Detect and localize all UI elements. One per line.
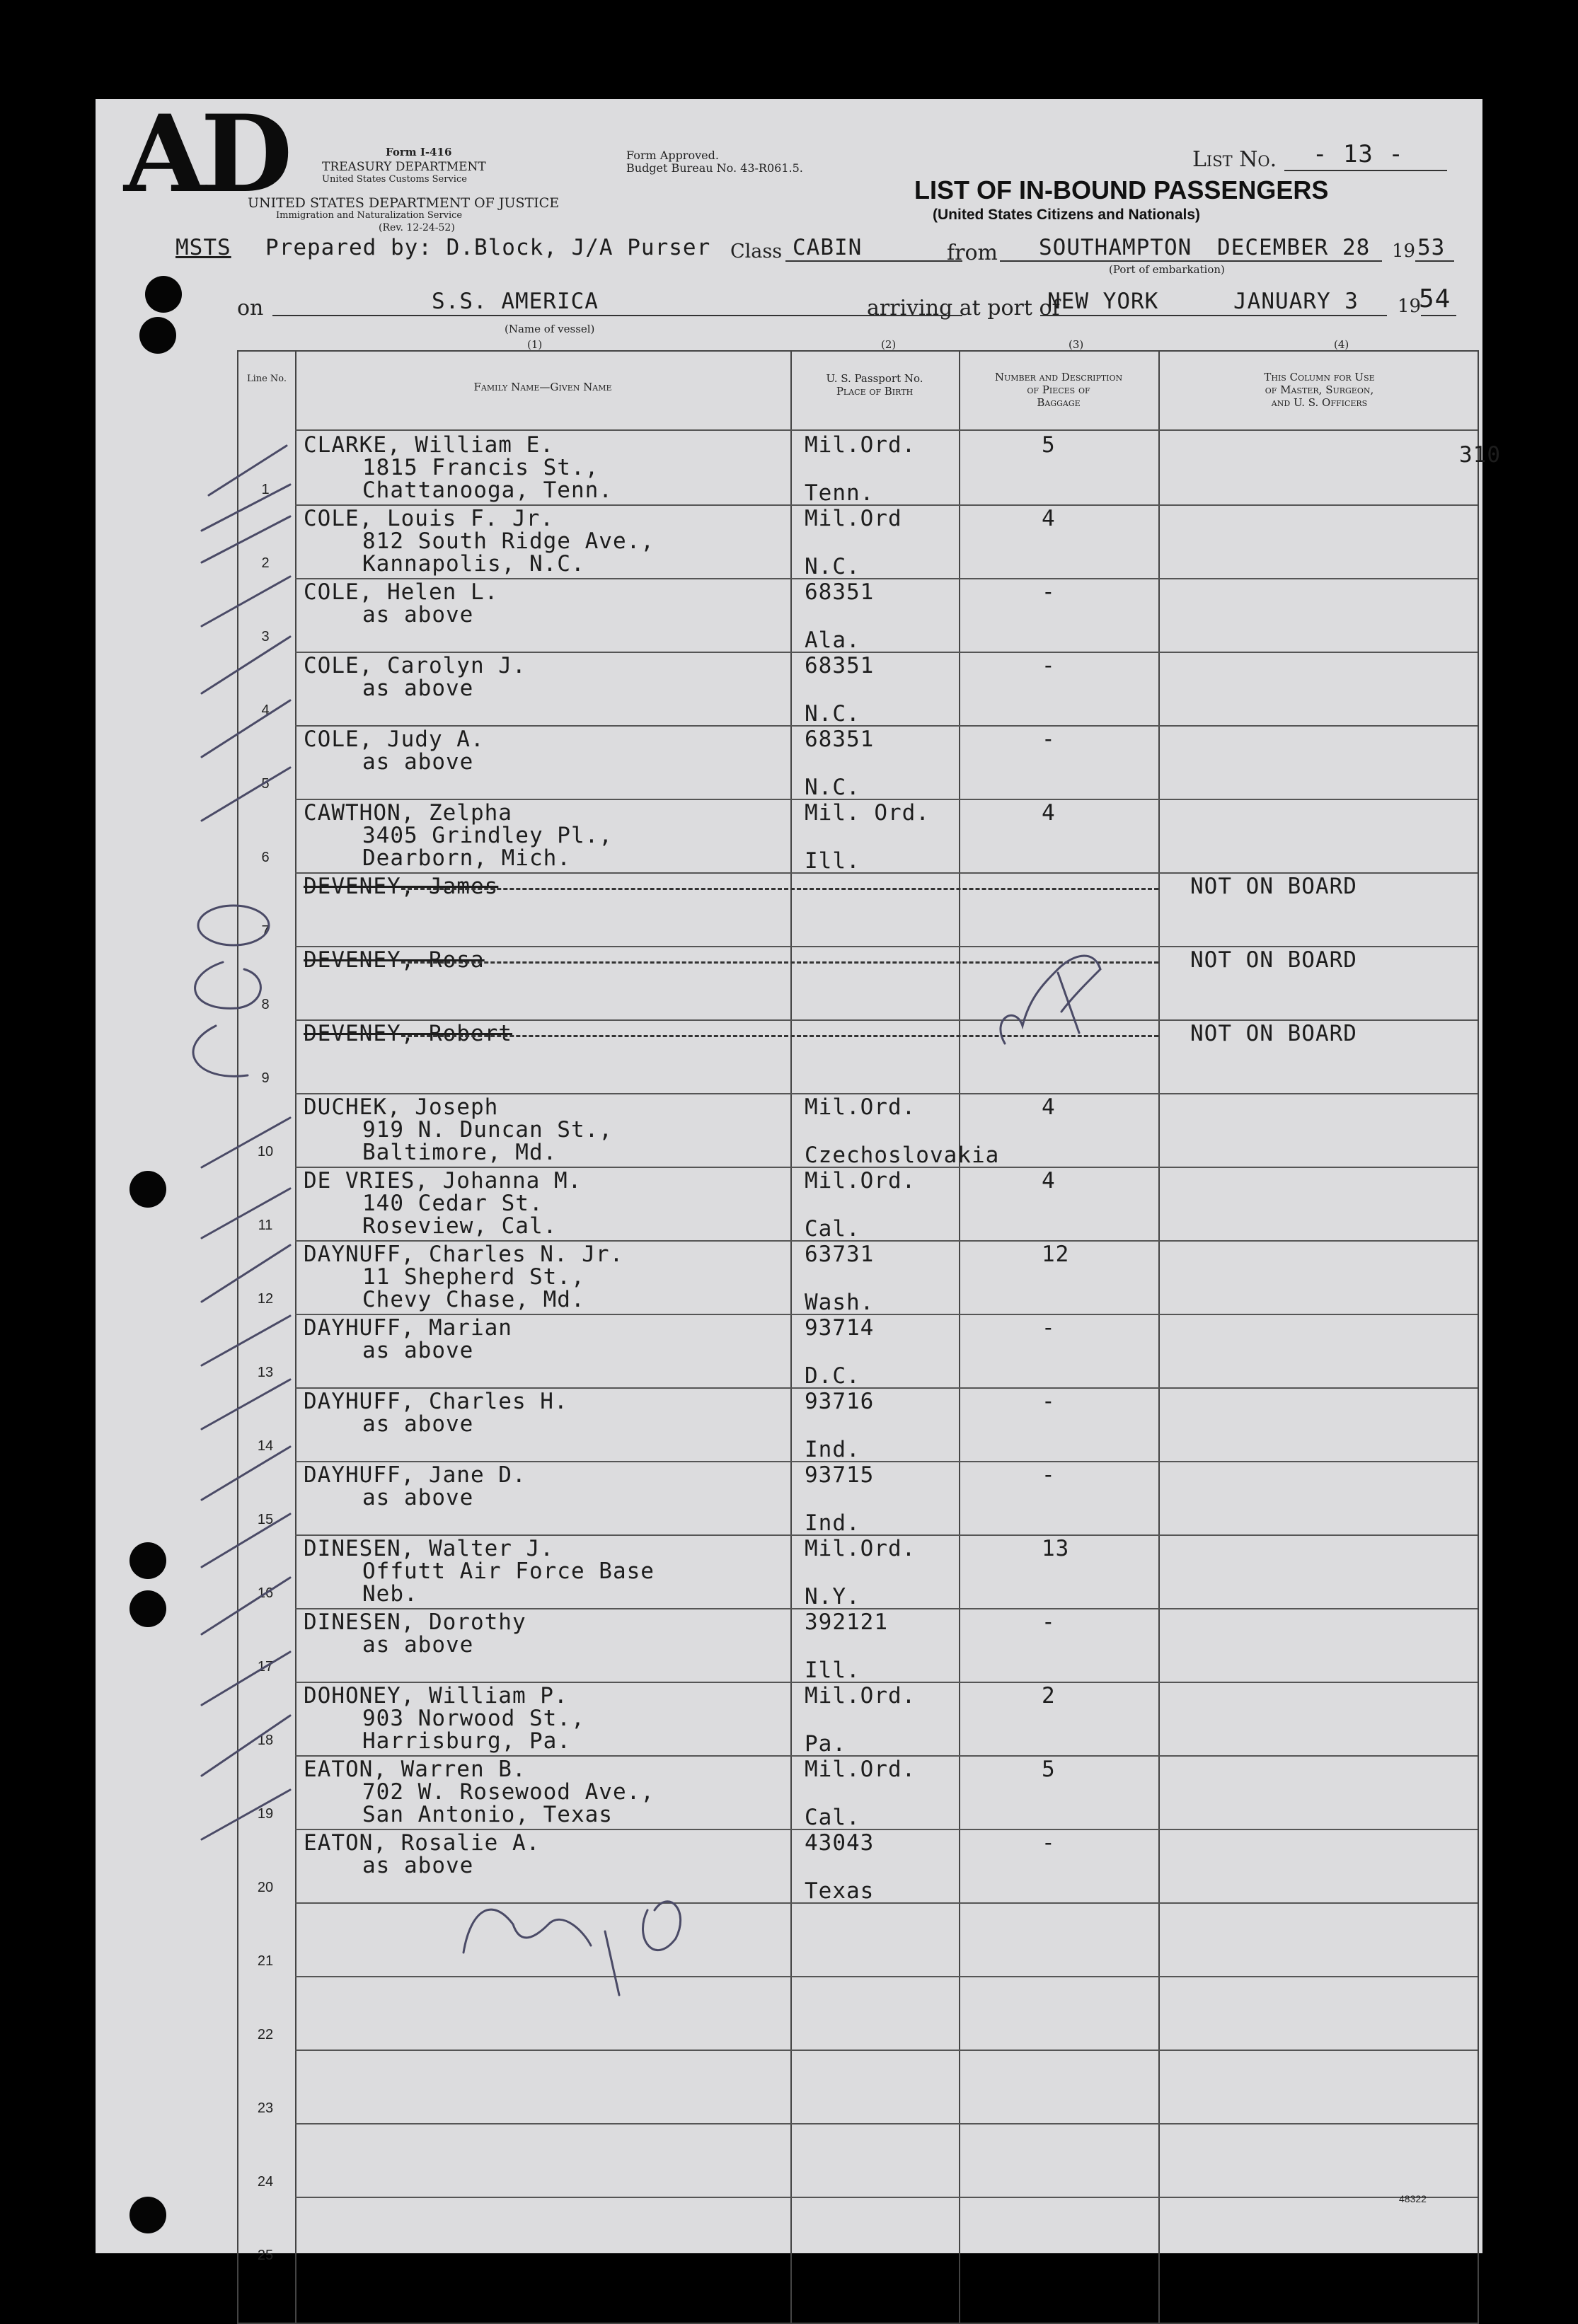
address-line-1: 919 N. Duncan St.,: [362, 1117, 613, 1143]
circle-mark: [193, 1026, 248, 1076]
passport-number: Mil.Ord.: [805, 1757, 916, 1782]
tick-mark: [202, 1514, 290, 1567]
tick-mark: [202, 1652, 290, 1705]
baggage-count: 2: [1042, 1683, 1056, 1709]
line-number: 2: [261, 555, 270, 571]
tick-mark: [202, 1189, 290, 1238]
passenger-name: EATON, Warren B.: [304, 1757, 526, 1782]
justice-dept: UNITED STATES DEPARTMENT OF JUSTICE: [248, 195, 560, 211]
passport-number: 43043: [805, 1830, 875, 1856]
place-of-birth: N.Y.: [805, 1584, 860, 1609]
address-line-2: Dearborn, Mich.: [362, 845, 571, 871]
embark-date: DECEMBER 28: [1217, 235, 1371, 260]
baggage-count: -: [1042, 1462, 1056, 1488]
baggage-count: -: [1042, 653, 1056, 678]
line-number: 18: [257, 1733, 274, 1748]
passenger-name: CLARKE, William E.: [304, 432, 554, 458]
tick-mark: [202, 1447, 290, 1500]
officer-remark: NOT ON BOARD: [1190, 874, 1357, 899]
passenger-name: DUCHEK, Joseph: [304, 1094, 499, 1120]
baggage-count: 5: [1042, 432, 1056, 458]
prepared-by: Prepared by: D.Block, J/A Purser: [265, 235, 711, 260]
passenger-name: DEVENEY, Robert: [304, 1021, 512, 1046]
address-line-1: Offutt Air Force Base: [362, 1559, 655, 1584]
passport-number: 93716: [805, 1389, 875, 1414]
passenger-name: DAYNUFF, Charles N. Jr.: [304, 1242, 624, 1267]
passport-number: 68351: [805, 727, 875, 752]
passenger-name: CAWTHON, Zelpha: [304, 800, 512, 826]
col-number-4: (4): [1334, 338, 1349, 351]
line-number: 15: [257, 1512, 274, 1527]
baggage-count: 4: [1042, 506, 1056, 531]
header-passport-1: U. S. Passport No.: [826, 372, 923, 385]
address-line-1: as above: [362, 676, 474, 701]
address-line-1: 3405 Grindley Pl.,: [362, 823, 613, 848]
place-of-birth: Wash.: [805, 1290, 875, 1315]
address-line-2: Kannapolis, N.C.: [362, 551, 585, 577]
customs-service: United States Customs Service: [322, 174, 467, 185]
footer-code: 48322: [1399, 2193, 1427, 2204]
passenger-name: DINESEN, Walter J.: [304, 1536, 554, 1561]
place-of-birth: Pa.: [805, 1731, 846, 1757]
passenger-name: DE VRIES, Johanna M.: [304, 1168, 582, 1193]
tick-mark: [202, 577, 290, 626]
circle-mark: [198, 906, 269, 945]
col-number-1: (1): [527, 338, 543, 351]
header-passport-2: Place of Birth: [836, 385, 914, 398]
officer-note-top: 310: [1459, 442, 1501, 468]
address-line-1: as above: [362, 1338, 474, 1363]
passenger-name: DINESEN, Dorothy: [304, 1609, 526, 1635]
arriving-label: arriving at port of: [867, 296, 1060, 320]
address-line-1: 1815 Francis St.,: [362, 455, 599, 480]
address-line-1: as above: [362, 749, 474, 775]
header-officers-3: and U. S. Officers: [1271, 396, 1368, 409]
place-of-birth: Ala.: [805, 628, 860, 653]
ad-stamp: AD: [124, 92, 287, 216]
line-number: 3: [261, 629, 270, 644]
passenger-name: COLE, Carolyn J.: [304, 653, 526, 678]
line-number: 9: [261, 1070, 270, 1086]
line-number: 12: [257, 1291, 274, 1307]
address-line-2: San Antonio, Texas: [362, 1802, 613, 1827]
line-number: 10: [257, 1144, 274, 1160]
passenger-name: DAYHUFF, Jane D.: [304, 1462, 526, 1488]
port-embarkation-caption: (Port of embarkation): [1109, 263, 1225, 276]
place-of-birth: N.C.: [805, 701, 860, 727]
line-number: 21: [257, 1953, 274, 1969]
passport-number: 93715: [805, 1462, 875, 1488]
address-line-2: Baltimore, Md.: [362, 1140, 558, 1165]
place-of-birth: Ind.: [805, 1510, 860, 1536]
place-of-birth: Ind.: [805, 1437, 860, 1462]
passenger-name: DEVENEY, James: [304, 874, 499, 899]
line-number: 25: [257, 2248, 274, 2263]
on-label: on: [237, 296, 264, 320]
tick-mark: [202, 700, 290, 757]
passport-number: 63731: [805, 1242, 875, 1267]
form-approved: Form Approved.: [626, 149, 719, 162]
address-line-2: Chattanooga, Tenn.: [362, 478, 613, 503]
baggage-count: -: [1042, 579, 1056, 605]
passport-number: Mil.Ord.: [805, 1094, 916, 1120]
passport-number: Mil. Ord.: [805, 800, 930, 826]
list-subtitle: (United States Citizens and Nationals): [933, 207, 1201, 223]
passenger-name: EATON, Rosalie A.: [304, 1830, 541, 1856]
initials-scrawl: [463, 1902, 681, 1995]
form-number: Form I-416: [386, 146, 452, 158]
col-number-2: (2): [881, 338, 897, 351]
passenger-name: DAYHUFF, Marian: [304, 1315, 512, 1341]
tick-mark: [202, 1790, 290, 1839]
address-line-1: as above: [362, 1853, 474, 1878]
line-number: 6: [261, 850, 270, 865]
place-of-birth: Texas: [805, 1878, 875, 1904]
line-number: 22: [257, 2027, 274, 2042]
form-revision: (Rev. 12-24-52): [379, 222, 455, 233]
tick-mark: [202, 1118, 290, 1167]
tick-mark: [209, 446, 287, 495]
address-line-1: as above: [362, 1632, 474, 1658]
baggage-count: -: [1042, 1389, 1056, 1414]
place-of-birth: Czechoslovakia: [805, 1143, 1000, 1168]
line-number: 8: [261, 997, 270, 1012]
address-line-2: Harrisburg, Pa.: [362, 1728, 571, 1754]
line-number: 16: [257, 1585, 274, 1601]
passport-number: Mil.Ord.: [805, 1168, 916, 1193]
vessel-caption: (Name of vessel): [505, 323, 595, 335]
line-number: 14: [257, 1438, 274, 1454]
arrival-year: 54: [1419, 284, 1451, 313]
baggage-count: 4: [1042, 1094, 1056, 1120]
header-baggage-3: Baggage: [1037, 396, 1081, 409]
line-number: 1: [261, 482, 270, 497]
place-of-birth: N.C.: [805, 775, 860, 800]
line-number: 23: [257, 2100, 274, 2116]
signature-scrawl: [1001, 956, 1100, 1044]
line-number: 5: [261, 776, 270, 792]
address-line-2: Chevy Chase, Md.: [362, 1287, 585, 1312]
line-number: 17: [257, 1659, 274, 1675]
baggage-count: -: [1042, 1315, 1056, 1341]
tick-mark: [202, 1380, 290, 1429]
address-line-1: 140 Cedar St.: [362, 1191, 543, 1216]
passport-number: 93714: [805, 1315, 875, 1341]
address-line-1: as above: [362, 602, 474, 628]
circle-mark: [195, 962, 261, 1008]
header-name: Family Name—Given Name: [473, 381, 612, 393]
tick-mark: [202, 637, 290, 693]
passport-number: Mil.Ord.: [805, 1683, 916, 1709]
header-officers-2: of Master, Surgeon,: [1265, 383, 1374, 396]
passenger-name: COLE, Louis F. Jr.: [304, 506, 554, 531]
msts-label: MSTS: [175, 235, 231, 260]
passenger-name: DOHONEY, William P.: [304, 1683, 568, 1709]
vessel-name: S.S. AMERICA: [432, 289, 599, 314]
list-no-value: - 13 -: [1313, 140, 1404, 168]
line-number: 11: [258, 1218, 273, 1233]
budget-bureau: Budget Bureau No. 43-R061.5.: [626, 161, 803, 175]
arrival-date: JANUARY 3: [1233, 289, 1359, 314]
embark-year: 53: [1417, 235, 1446, 260]
place-of-birth: Tenn.: [805, 480, 875, 506]
baggage-count: 5: [1042, 1757, 1056, 1782]
address-line-2: Roseview, Cal.: [362, 1213, 558, 1239]
address-line-1: as above: [362, 1411, 474, 1437]
passenger-name: COLE, Helen L.: [304, 579, 499, 605]
from-label: from: [947, 241, 998, 265]
arrival-port: NEW YORK: [1047, 289, 1159, 314]
baggage-count: 4: [1042, 1168, 1056, 1193]
address-line-1: 11 Shepherd St.,: [362, 1264, 585, 1290]
list-no-label: List No.: [1192, 147, 1277, 172]
treasury-dept: TREASURY DEPARTMENT: [322, 160, 486, 174]
line-number: 4: [261, 703, 270, 718]
place-of-birth: Ill.: [805, 848, 860, 874]
address-line-1: 702 W. Rosewood Ave.,: [362, 1779, 655, 1805]
line-number: 20: [257, 1880, 274, 1895]
handwriting-overlay: [96, 99, 1482, 2253]
line-number: 19: [257, 1806, 274, 1822]
ins-name: Immigration and Naturalization Service: [276, 210, 463, 221]
passenger-name: COLE, Judy A.: [304, 727, 485, 752]
port-of-embarkation: SOUTHAMPTON: [1039, 235, 1192, 260]
officer-remark: NOT ON BOARD: [1190, 947, 1357, 973]
tick-mark: [202, 1578, 290, 1634]
address-line-1: as above: [362, 1485, 474, 1510]
header-baggage-1: Number and Description: [994, 371, 1123, 383]
header-line-no: Line No.: [246, 374, 287, 384]
baggage-count: -: [1042, 1830, 1056, 1856]
baggage-count: 13: [1042, 1536, 1070, 1561]
header-officers-1: This Column for Use: [1264, 371, 1375, 383]
tick-mark: [202, 1245, 290, 1302]
header-baggage-2: of Pieces of: [1027, 383, 1090, 396]
line-number: 13: [257, 1365, 274, 1380]
passport-number: 68351: [805, 579, 875, 605]
line-number: 24: [257, 2174, 274, 2190]
tick-mark: [202, 768, 290, 821]
baggage-count: -: [1042, 727, 1056, 752]
place-of-birth: Cal.: [805, 1805, 860, 1830]
baggage-count: -: [1042, 1609, 1056, 1635]
address-line-1: 903 Norwood St.,: [362, 1706, 585, 1731]
line-number: 7: [261, 923, 270, 939]
tick-mark: [202, 1316, 290, 1365]
passport-number: Mil.Ord: [805, 506, 902, 531]
baggage-count: 4: [1042, 800, 1056, 826]
col-number-3: (3): [1069, 338, 1084, 351]
passport-number: Mil.Ord.: [805, 1536, 916, 1561]
baggage-count: 12: [1042, 1242, 1070, 1267]
class-value: CABIN: [793, 235, 863, 260]
passenger-name: DEVENEY, Rosa: [304, 947, 485, 973]
place-of-birth: N.C.: [805, 554, 860, 579]
form-sheet: [96, 92, 1501, 2263]
class-label: Class: [730, 241, 783, 262]
place-of-birth: Ill.: [805, 1658, 860, 1683]
embark-year-prefix: 19: [1392, 241, 1416, 262]
passport-number: 68351: [805, 653, 875, 678]
passport-number: 392121: [805, 1609, 888, 1635]
address-line-1: 812 South Ridge Ave.,: [362, 528, 655, 554]
arrival-year-prefix: 19: [1398, 296, 1422, 317]
place-of-birth: D.C.: [805, 1363, 860, 1389]
place-of-birth: Cal.: [805, 1216, 860, 1242]
passport-number: Mil.Ord.: [805, 432, 916, 458]
tick-mark: [202, 1716, 290, 1776]
address-line-2: Neb.: [362, 1581, 418, 1607]
officer-remark: NOT ON BOARD: [1190, 1021, 1357, 1046]
passenger-name: DAYHUFF, Charles H.: [304, 1389, 568, 1414]
list-title: LIST OF IN-BOUND PASSENGERS: [914, 175, 1329, 204]
